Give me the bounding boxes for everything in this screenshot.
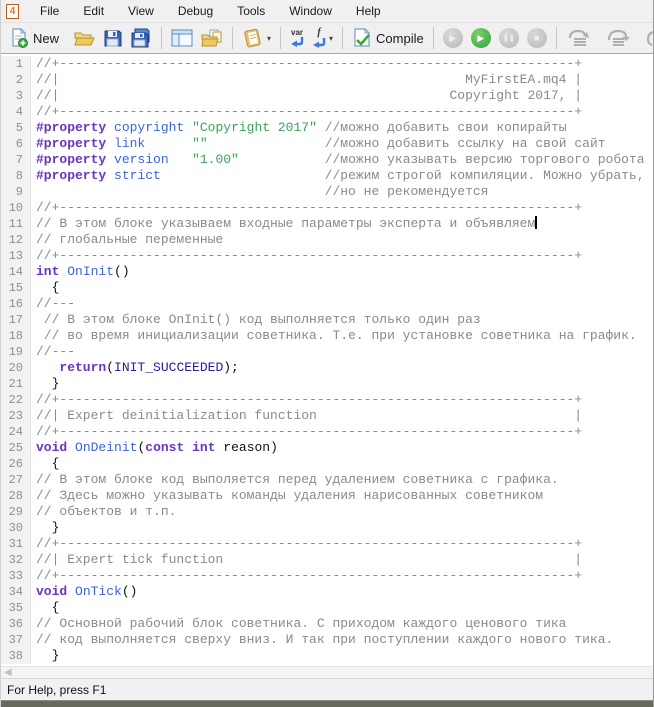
line-number: 25 [1,440,31,456]
compile-label: Compile [376,30,424,46]
line-number: 29 [1,504,31,520]
code-line[interactable] [1,568,653,584]
save-all-button[interactable] [126,25,156,51]
save-all-icon [130,28,152,48]
code-line-text: // во время инициализации советника. Т.е. при установке советника на график. [43,328,637,343]
code-line[interactable] [1,296,653,312]
code-editor[interactable] [1,54,653,666]
step-out-icon [646,29,653,47]
line-number: 32 [1,552,31,568]
line-number: 19 [1,344,31,360]
line-number: 10 [1,200,31,216]
code-line-text: // объектов и т.п. [36,504,177,519]
line-number: 21 [1,376,31,392]
code-line-text: //--- [36,344,76,359]
code-line[interactable] [1,392,653,408]
line-number: 11 [1,216,31,232]
line-number: 20 [1,360,31,376]
code-line-text: // В этом блоке OnInit() код выполняется только один раз [43,312,481,327]
menu-file[interactable]: File [40,3,60,18]
code-line[interactable] [1,72,653,88]
code-line-text: //+------------------------------------------------------------------+ [36,56,583,71]
code-line[interactable] [1,584,653,600]
code-line-text: //| Expert deinitialization function | [36,408,583,423]
menu-bar [1,0,653,23]
code-line[interactable] [1,376,653,392]
status-bar [1,678,653,700]
code-line-text: //+------------------------------------------------------------------+ [36,200,583,215]
line-number: 30 [1,520,31,536]
code-line-text: #property copyright "Copyright 2017" //можно добавить свои копирайты [36,120,567,135]
navigator-folder-button[interactable] [197,25,227,51]
toolbar-separator [342,27,343,49]
code-line-text: //--- [36,296,76,311]
code-line[interactable] [1,248,653,264]
code-line[interactable] [1,152,653,168]
stop-debug-button[interactable] [523,25,551,51]
code-line[interactable] [1,216,653,232]
toolbar-separator [161,27,162,49]
code-line-text: } [36,648,60,663]
code-line-text: //но не рекомендуется [324,184,489,199]
code-line[interactable] [1,344,653,360]
window-layout-icon [171,29,193,47]
code-line-text: //| MyFirstEA.mq4 | [36,72,583,87]
code-line[interactable] [1,360,653,376]
line-number: 14 [1,264,31,280]
code-line[interactable] [1,424,653,440]
window-bottom-edge [1,700,653,707]
line-number: 8 [1,168,31,184]
line-number: 28 [1,488,31,504]
code-line-text: // глобальные переменные [36,232,224,247]
code-line-text: // В этом блоке указываем входные параметры эксперта и объявляем [36,216,536,231]
line-number: 37 [1,632,31,648]
code-line[interactable] [1,408,653,424]
line-number: 12 [1,232,31,248]
code-line[interactable] [1,168,653,184]
line-number: 18 [1,328,31,344]
open-folder-icon [73,29,95,47]
bent-arrow-icon [312,37,326,48]
step-into-button[interactable] [562,25,594,51]
code-line-text: void OnTick() [36,584,138,599]
mq4-file-icon: 4 [6,4,19,19]
restart-debug-icon: ▶ [443,28,463,48]
open-file-button[interactable] [69,25,99,51]
menu-help[interactable]: Help [355,3,381,18]
step-over-button[interactable] [602,25,634,51]
compile-icon [352,28,372,48]
line-number: 33 [1,568,31,584]
code-line[interactable] [1,312,653,328]
layout-windows-button[interactable] [167,25,197,51]
status-help-text: For Help, press F1 [7,682,107,697]
line-number: 24 [1,424,31,440]
menu-edit[interactable]: Edit [83,3,105,18]
code-line-text: { [36,600,60,615]
bent-arrow-icon [290,36,304,47]
code-line-text: //+------------------------------------------------------------------+ [36,104,583,119]
code-line[interactable] [1,536,653,552]
line-number: 22 [1,392,31,408]
code-line[interactable] [1,104,653,120]
code-line-text: //+------------------------------------------------------------------+ [36,392,583,407]
code-line-text: // В этом блоке код выполяется перед удалением советника с графика. [36,472,559,487]
insert-function-button[interactable] [308,25,337,51]
code-line-text: } [36,520,60,535]
line-number: 34 [1,584,31,600]
code-line-text: #property link "" //можно добавить ссылку на свой сайт [36,136,606,151]
line-number: 5 [1,120,31,136]
code-line[interactable] [1,456,653,472]
step-out-button[interactable] [642,25,653,51]
code-line[interactable] [1,56,653,72]
styler-button[interactable] [238,25,275,51]
code-line[interactable] [1,600,653,616]
code-line[interactable] [1,88,653,104]
start-debug-button[interactable] [467,25,495,51]
toolbar-separator [433,27,434,49]
save-button[interactable] [99,25,126,51]
line-number: 13 [1,248,31,264]
toolbar-separator [232,27,233,49]
compile-button[interactable] [348,25,428,51]
text-caret [535,216,537,229]
menu-tools[interactable]: Tools [237,3,266,18]
line-number: 3 [1,88,31,104]
start-debug-icon: ▶ [471,28,491,48]
line-number: 38 [1,648,31,664]
line-number: 17 [1,312,31,328]
code-line[interactable] [1,520,653,536]
code-line-text: } [36,376,60,391]
line-number: 31 [1,536,31,552]
code-line-text: #property version "1.00" //можно указывать версию торгового робота [36,152,645,167]
code-line-text: //+------------------------------------------------------------------+ [36,424,583,439]
code-line[interactable] [1,232,653,248]
code-line[interactable] [1,632,653,648]
code-line-text: #property strict //режим строгой компиляции. Можно убрать, [36,168,645,183]
pause-debug-button[interactable] [495,25,523,51]
code-line[interactable] [1,120,653,136]
step-over-icon [606,29,630,47]
menu-window[interactable]: Window [289,3,332,18]
code-line-text: //+------------------------------------------------------------------+ [36,248,583,263]
folder-files-icon [201,29,223,47]
code-area [1,56,653,664]
line-number: 1 [1,56,31,72]
code-line[interactable] [1,440,653,456]
code-line-text: // код выполняется сверху вниз. И так при поступлении каждого нового тика. [36,632,614,647]
code-line[interactable] [1,648,653,664]
notebook-icon [242,28,264,48]
code-line[interactable] [1,504,653,520]
code-line-text: //| Copyright 2017, | [36,88,583,103]
function-label: f [317,26,321,38]
new-file-button[interactable] [5,25,63,51]
code-line[interactable] [1,200,653,216]
scroll-left-arrow-icon[interactable]: ◀ [4,666,12,678]
line-number: 7 [1,152,31,168]
save-icon [103,29,122,48]
line-number: 16 [1,296,31,312]
code-line-text: { [36,280,60,295]
new-file-icon [9,28,29,48]
new-file-label: New [33,30,60,46]
code-line[interactable] [1,264,653,280]
stop-debug-icon: ■ [527,28,547,48]
code-line-text: //+------------------------------------------------------------------+ [36,536,583,551]
code-line[interactable] [1,552,653,568]
code-line[interactable] [1,472,653,488]
toolbar-separator [280,27,281,49]
line-number: 23 [1,408,31,424]
line-number: 9 [1,184,31,200]
restart-debug-button[interactable] [439,25,467,51]
line-number: 15 [1,280,31,296]
code-line-text: int OnInit() [36,264,130,279]
line-number: 4 [1,104,31,120]
pause-debug-icon: ❚❚ [499,28,519,48]
toolbar-separator [556,27,557,49]
function-dropdown-icon[interactable]: ▾ [329,33,334,43]
horizontal-scrollbar[interactable] [1,666,653,678]
code-line[interactable] [1,280,653,296]
code-line-text: //| Expert tick function | [36,552,583,567]
code-line-text: { [36,456,60,471]
line-number: 2 [1,72,31,88]
code-line-text: void OnDeinit(const int reason) [36,440,278,455]
code-line-text: return(INIT_SUCCEEDED); [59,360,239,375]
code-line-text: // Основной рабочий блок советника. С приходом каждого ценового тика [36,616,567,631]
insert-variable-button[interactable] [286,25,308,51]
code-line[interactable] [1,488,653,504]
code-line-text: // Здесь можно указывать команды удаления нарисованных советником [36,488,544,503]
menu-debug[interactable]: Debug [177,3,214,18]
line-number: 26 [1,456,31,472]
var-label: var [291,28,304,37]
code-line[interactable] [1,616,653,632]
line-number: 36 [1,616,31,632]
line-number: 27 [1,472,31,488]
toolbar [1,23,653,54]
styler-dropdown-icon[interactable]: ▾ [267,33,272,43]
line-number: 6 [1,136,31,152]
step-into-icon [566,29,590,47]
code-line[interactable] [1,328,653,344]
line-number: 35 [1,600,31,616]
code-line[interactable] [1,136,653,152]
code-line-text: //+------------------------------------------------------------------+ [36,568,583,583]
code-line[interactable] [1,184,653,200]
menu-view[interactable]: View [128,3,154,18]
